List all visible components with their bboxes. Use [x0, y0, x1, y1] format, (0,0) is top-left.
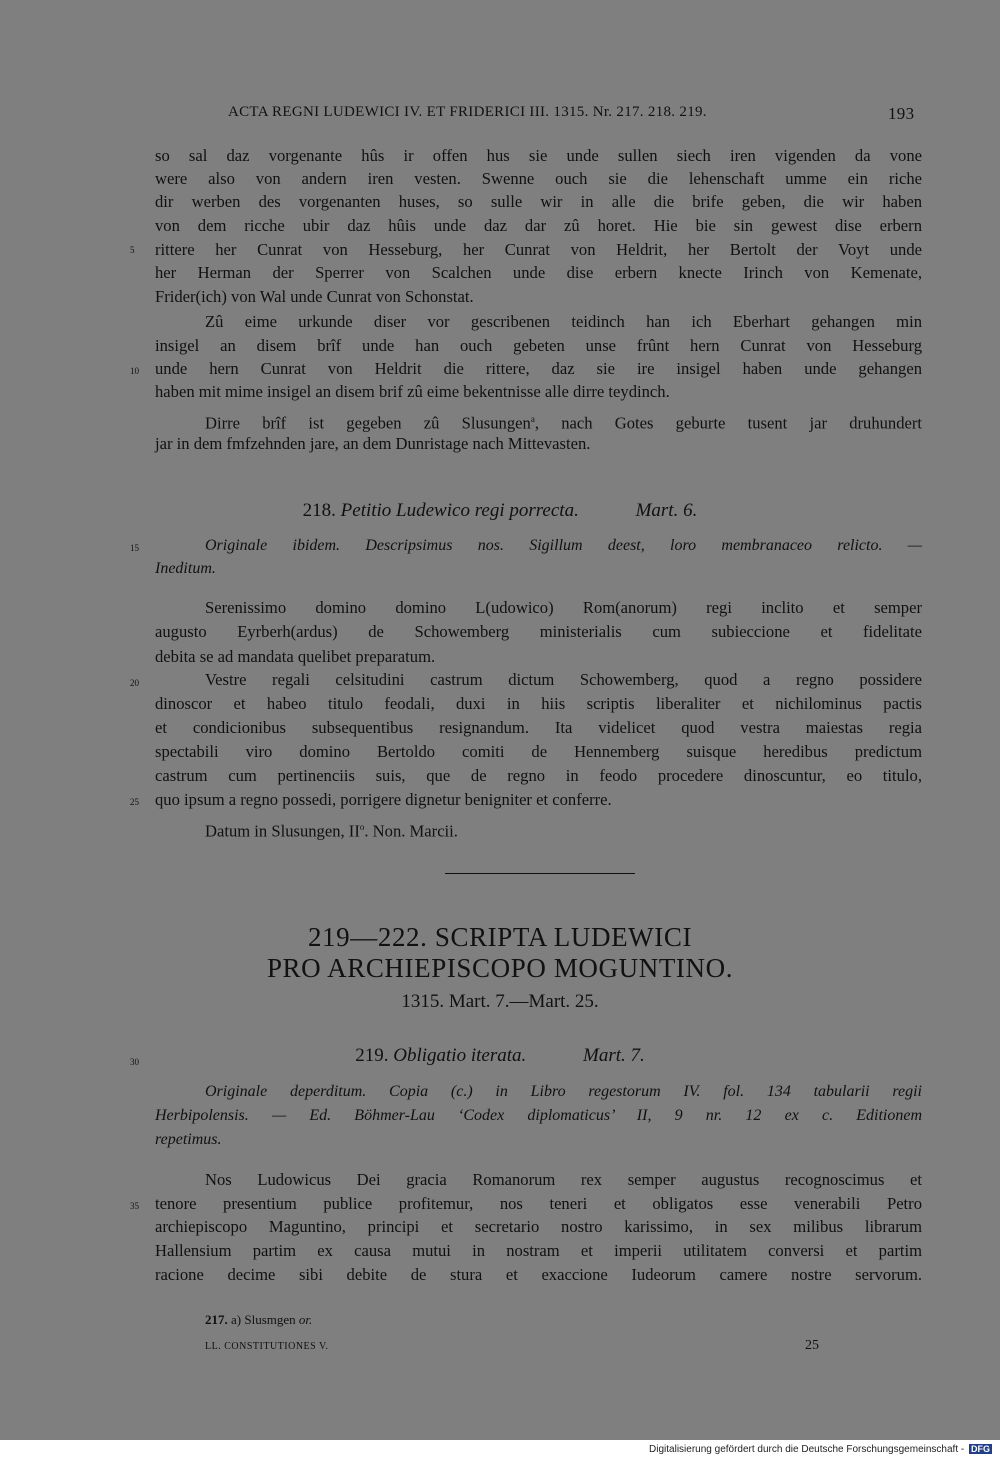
source-note: Herbipolensis. — Ed. Böhmer-Lau ‘Codex diplomaticus’ II, 9 nr. 12 ex c. Editionem — [155, 1107, 922, 1124]
text-line: Dirre brîf ist gegeben zû Slusungen$^a$, nach Gotes geburte tusent jar druhundert — [205, 413, 923, 433]
line-number: 30 — [130, 1057, 139, 1067]
text-line: Frider(ich) von Wal unde Cunrat von Schonstat. — [155, 287, 474, 306]
line-number: 20 — [130, 678, 139, 688]
section-heading: PRO ARCHIEPISCOPO MOGUNTINO. — [266, 953, 734, 983]
text-line: Vestre regali celsitudini castrum dictum Schowemberg, quod a regno possidere — [205, 670, 922, 689]
source-note: Originale deperditum. Copia (c.) in Libro regestorum IV. fol. 134 tabularii regii — [205, 1083, 922, 1100]
text-line: tenore presentium publice profitemur, nos teneri et obligatos esse venerabili Petro — [155, 1194, 922, 1213]
text-line: racione decime sibi debite de stura et exaccione Iudeorum camere nostre servorum. — [155, 1265, 922, 1284]
text-line: augusto Eyrberh(ardus) de Schowemberg ministerialis cum subieccione et fidelitate — [155, 622, 922, 641]
text-line: Zû eime urkunde diser vor gescribenen teidinch han ich Eberhart gehangen min — [205, 312, 922, 331]
line-number: 25 — [130, 797, 139, 807]
line-number: 10 — [130, 366, 139, 376]
footnote: 217. a) Slusmgen or. — [205, 1312, 313, 1327]
text-line: insigel an disem brîf unde han ouch gebeten unse frûnt hern Cunrat von Hesseburg — [155, 336, 922, 355]
doc219-heading: 219. Obligatio iterata. Mart. 7. — [355, 1045, 645, 1066]
text-line: haben mit mime insigel an disem brif zû eime bekentnisse alle dirre teydinch. — [155, 382, 670, 401]
line-number: 5 — [130, 245, 135, 255]
text-line: quo ipsum a regno possedi, porrigere dignetur benigniter et conferre. — [155, 790, 612, 809]
text-line: her Herman der Sperrer von Scalchen unde dise erbern knecte Irinch von Kemenate, — [155, 263, 922, 282]
text-line: Hallensium partim ex causa mutui in nostram et imperii utilitatem conversi et partim — [155, 1241, 922, 1260]
text-line: jar in dem fmfzehnden jare, an dem Dunristage nach Mittevasten. — [155, 434, 591, 453]
text-line: Nos Ludowicus Dei gracia Romanorum rex semper augustus recognoscimus et — [205, 1170, 922, 1189]
signature-right: 25 — [805, 1338, 819, 1353]
text-line: dinoscor et habeo titulo feodali, duxi in hiis scriptis liberaliter et nichilominus pactis — [155, 694, 922, 713]
text-line: Datum in Slusungen, $II^o$. Non. Marcii. — [205, 821, 458, 841]
page-number: 193 — [888, 104, 915, 123]
text-line: unde hern Cunrat von Heldrit die rittere, daz sie ire insigel haben unde gehangen — [155, 359, 922, 378]
text-line: et condicionibus subsequentibus resignandum. Ita videlicet quod vestra maiestas regia — [155, 718, 922, 737]
signature-left: LL. CONSTITUTIONES V. — [205, 1341, 329, 1352]
text-line: were also von andern iren vesten. Swenne ouch sie die lehenschaft umme ein riche — [155, 169, 922, 188]
footnote-mark: a — [530, 414, 535, 424]
text-line: Serenissimo domino domino L(udowico) Rom(anorum) regi inclito et semper — [205, 598, 922, 617]
text-line: spectabili viro domino Bertoldo comiti de Hennemberg suisque heredibus predictum — [155, 742, 922, 761]
text-line: debita se ad mandata quelibet preparatum. — [155, 647, 436, 666]
source-note: repetimus. — [155, 1131, 222, 1148]
section-heading: 219—222. SCRIPTA LUDEWICI — [307, 922, 693, 952]
source-note: Originale ibidem. Descripsimus nos. Sigillum deest, loro membranaceo relicto. — — [205, 537, 922, 554]
text-line: castrum cum pertinenciis suis, que de regno in feodo procedere dinoscuntur, eo titulo, — [155, 766, 922, 785]
text-line: archiepiscopo Maguntino, principi et secretario nostro karissimo, in sex milibus librarum — [155, 1217, 922, 1236]
section-dates: 1315. Mart. 7.—Mart. 25. — [401, 991, 599, 1012]
text-line: dir werben des vorgenanten huses, so sulle wir in alle die brife geben, die wir haben — [155, 192, 922, 211]
text-line: so sal daz vorgenante hûs ir offen hus sie unde sullen siech iren vigenden da vone — [155, 146, 922, 165]
section-divider — [445, 873, 635, 874]
line-number: 15 — [130, 543, 139, 553]
doc218-heading: 218. Petitio Ludewico regi porrecta. Mart. 6. — [302, 500, 698, 521]
source-note: Ineditum. — [155, 560, 216, 577]
text-line: von dem ricche ubir daz hûis unde daz dar zû horet. Hie bie sin gewest dise erbern — [155, 216, 922, 235]
text-line: rittere her Cunrat von Hesseburg, her Cunrat von Heldrit, her Bertolt der Voyt unde — [155, 240, 922, 259]
dfg-logo: DFG — [971, 1444, 990, 1455]
line-number: 35 — [130, 1201, 139, 1211]
dfg-banner: Digitalisierung gefördert durch die Deutsche Forschungsgemeinschaft - DFG — [649, 1444, 990, 1455]
running-title: ACTA REGNI LUDEWICI IV. ET FRIDERICI III. 1315. Nr. 217. 218. 219. — [228, 104, 707, 120]
